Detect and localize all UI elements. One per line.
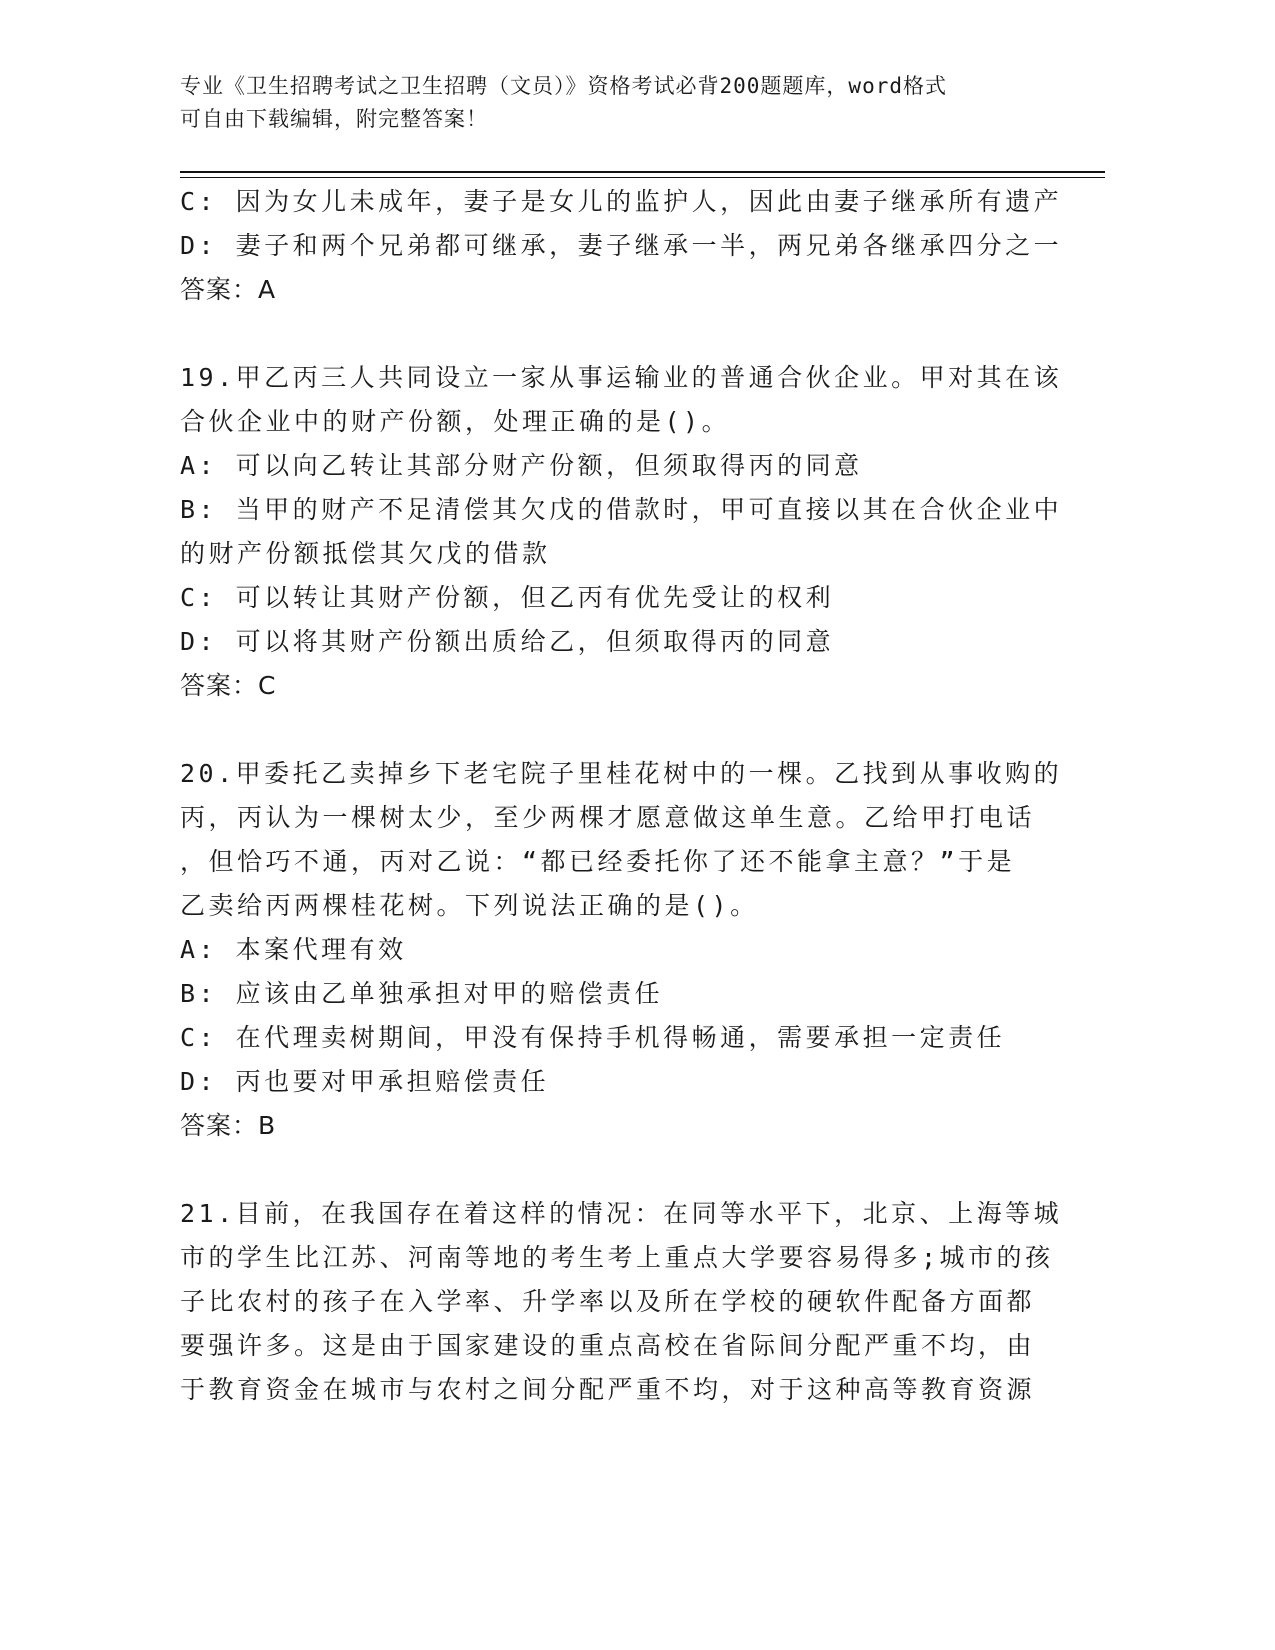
option-d: D: 妻子和两个兄弟都可继承，妻子继承一半，两兄弟各继承四分之一: [180, 231, 1063, 260]
question-21: [180, 1192, 1063, 1412]
question-stem: 20.甲委托乙卖掉乡下老宅院子里桂花树中的一棵。乙找到从事收购的: [180, 759, 1063, 788]
option-c: C: 因为女儿未成年，妻子是女儿的监护人，因此由妻子继承所有遗产: [180, 187, 1063, 216]
question-stem: 19.甲乙丙三人共同设立一家从事运输业的普通合伙企业。甲对其在该: [180, 363, 1063, 392]
option-b: 的财产份额抵偿其欠戊的借款: [180, 539, 551, 568]
option-b: B: 应该由乙单独承担对甲的赔偿责任: [180, 979, 664, 1008]
document-header: [180, 70, 1080, 136]
question-stem: 于教育资金在城市与农村之间分配严重不均，对于这种高等教育资源: [180, 1375, 1036, 1404]
option-a: A: 可以向乙转让其部分财产份额，但须取得丙的同意: [180, 451, 863, 480]
option-c: C: 可以转让其财产份额，但乙丙有优先受让的权利: [180, 583, 835, 612]
answer: 答案：C: [180, 671, 277, 700]
question-stem: 21.目前，在我国存在着这样的情况：在同等水平下，北京、上海等城: [180, 1199, 1063, 1228]
question-19: [180, 356, 1063, 708]
option-c: C: 在代理卖树期间，甲没有保持手机得畅通，需要承担一定责任: [180, 1023, 1006, 1052]
question-stem: ，但恰巧不通，丙对乙说：“都已经委托你了还不能拿主意？”于是: [180, 847, 1016, 876]
question-20: [180, 752, 1063, 1148]
header-line-2: 可自由下载编辑，附完整答案！: [180, 107, 488, 131]
question-stem: 市的学生比江苏、河南等地的考生考上重点大学要容易得多;城市的孩: [180, 1243, 1054, 1272]
question-stem: 丙，丙认为一棵树太少，至少两棵才愿意做这单生意。乙给甲打电话: [180, 803, 1036, 832]
option-b: B: 当甲的财产不足清偿其欠戊的借款时，甲可直接以其在合伙企业中: [180, 495, 1063, 524]
question-stem: 合伙企业中的财产份额，处理正确的是()。: [180, 407, 731, 436]
option-d: D: 丙也要对甲承担赔偿责任: [180, 1067, 550, 1096]
header-divider-thick: [180, 171, 1105, 173]
option-d: D: 可以将其财产份额出质给乙，但须取得丙的同意: [180, 627, 835, 656]
question-18-tail: [180, 180, 1063, 312]
header-line-1: 专业《卫生招聘考试之卫生招聘（文员）》资格考试必背200题题库，word格式: [180, 74, 947, 98]
header-divider-thin: [180, 177, 1105, 178]
document-body: [180, 180, 1063, 1412]
question-stem: 要强许多。这是由于国家建设的重点高校在省际间分配严重不均，由: [180, 1331, 1036, 1360]
option-a: A: 本案代理有效: [180, 935, 407, 964]
answer: 答案：B: [180, 1111, 277, 1140]
answer: 答案：A: [180, 275, 277, 304]
question-stem: 子比农村的孩子在入学率、升学率以及所在学校的硬软件配备方面都: [180, 1287, 1036, 1316]
question-stem: 乙卖给丙两棵桂花树。下列说法正确的是()。: [180, 891, 759, 920]
